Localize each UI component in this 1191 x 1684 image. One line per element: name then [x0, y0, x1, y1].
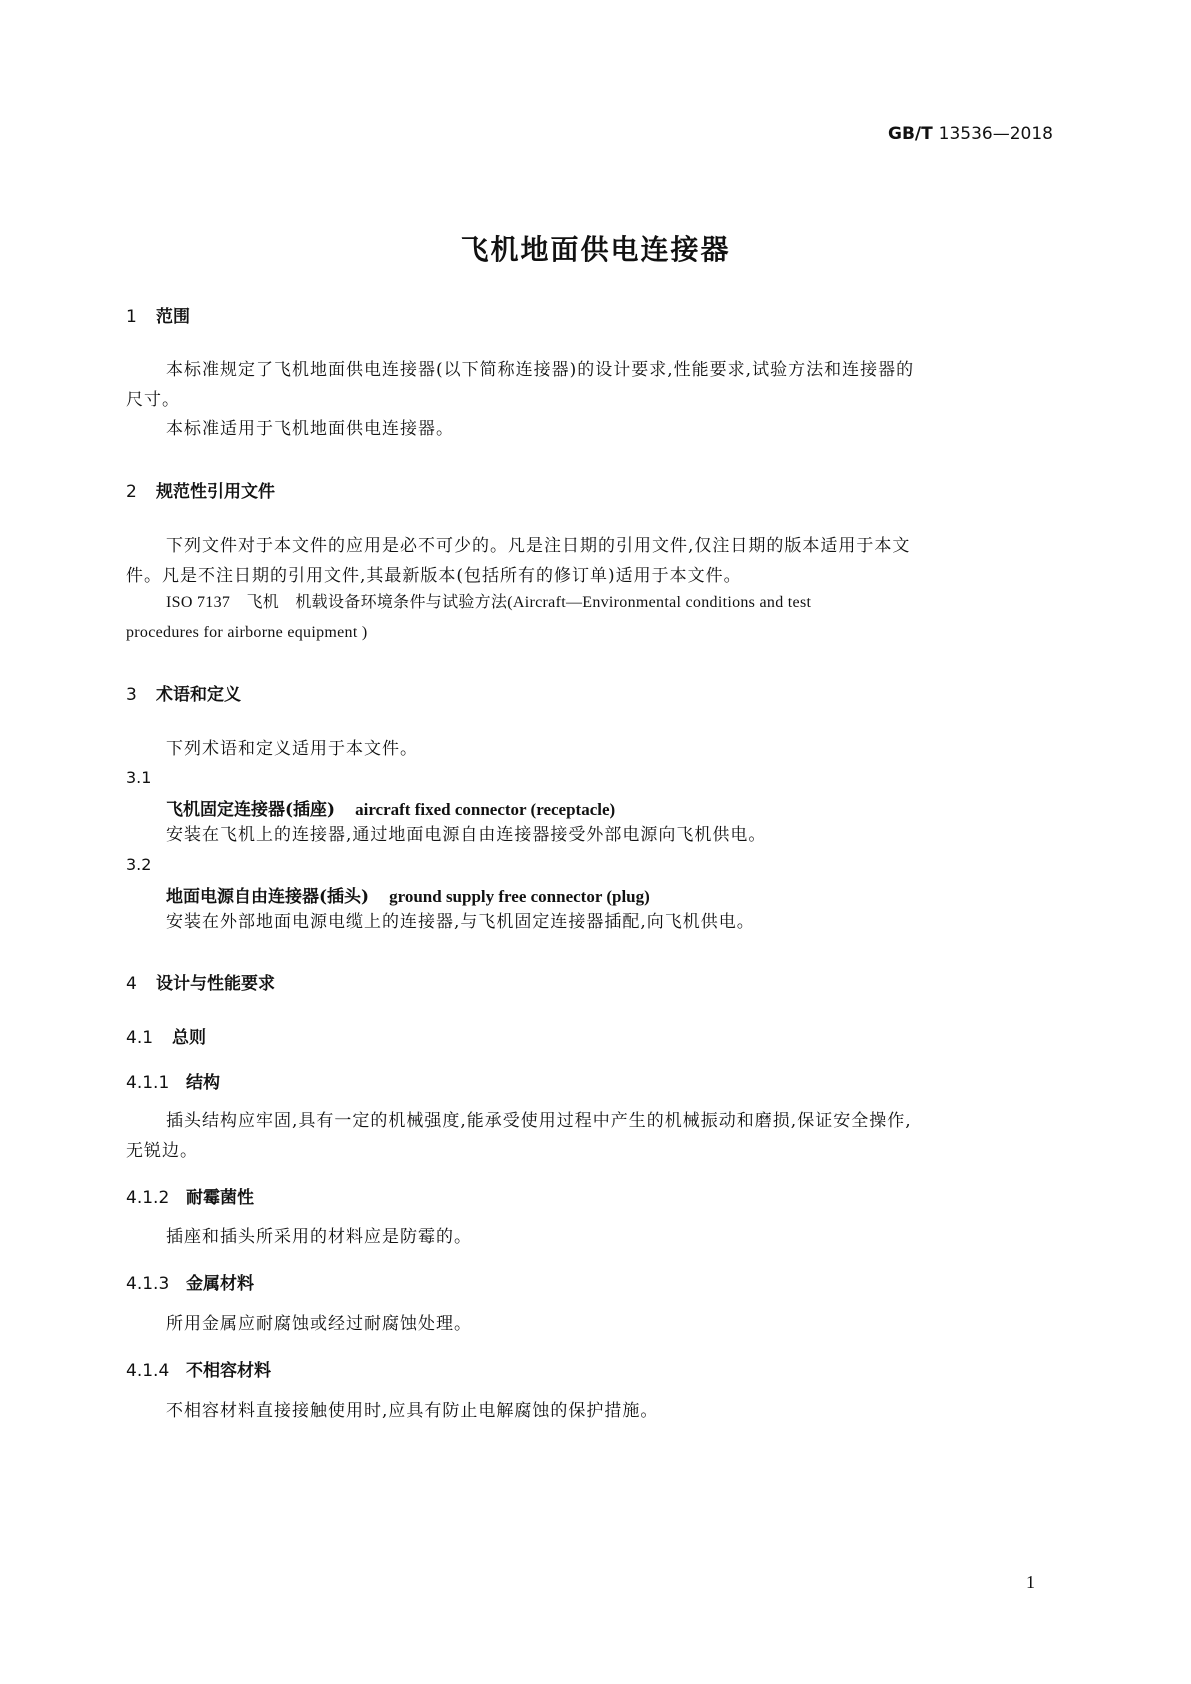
document-title: 飞机地面供电连接器	[460, 233, 731, 266]
section-title: 范围	[156, 307, 190, 327]
paragraph-continuation: 尺寸。	[126, 390, 180, 410]
term-number: 3.1	[126, 768, 152, 787]
subsection-title: 耐霉菌性	[186, 1188, 254, 1208]
subsection-title: 总则	[172, 1028, 206, 1048]
subsection-4-1-1-heading	[126, 1068, 220, 1093]
paragraph-continuation: 件。凡是不注日期的引用文件,其最新版本(包括所有的修订单)适用于本文件。	[126, 566, 742, 586]
subsection-4-1-heading	[126, 1023, 206, 1048]
paragraph: 插头结构应牢固,具有一定的机械强度,能承受使用过程中产生的机械振动和磨损,保证安全操作,	[166, 1111, 912, 1131]
paragraph: 本标准适用于飞机地面供电连接器。	[166, 419, 454, 439]
normative-reference: ISO 7137 飞机 机载设备环境条件与试验方法(Aircraft—Environmental conditions and test	[166, 594, 812, 611]
paragraph: 下列文件对于本文件的应用是必不可少的。凡是注日期的引用文件,仅注日期的版本适用于本文	[166, 536, 911, 556]
term-chinese: 地面电源自由连接器(插头)	[166, 887, 370, 907]
paragraph: 所用金属应耐腐蚀或经过耐腐蚀处理。	[166, 1314, 472, 1334]
section-number: 1	[126, 307, 137, 327]
term-chinese: 飞机固定连接器(插座)	[166, 800, 336, 820]
subsection-4-1-4-heading	[126, 1356, 271, 1381]
subsection-number: 4.1	[126, 1028, 154, 1048]
subsection-number: 4.1.4	[126, 1361, 170, 1381]
standard-prefix: GB/T	[888, 124, 933, 144]
subsection-4-1-3-heading	[126, 1269, 254, 1294]
page-number: 1	[1026, 1572, 1035, 1592]
subsection-number: 4.1.3	[126, 1274, 170, 1294]
paragraph: 不相容材料直接接触使用时,应具有防止电解腐蚀的保护措施。	[166, 1401, 659, 1421]
subsection-title: 金属材料	[186, 1274, 254, 1294]
subsection-number: 4.1.2	[126, 1188, 170, 1208]
section-title: 设计与性能要求	[156, 974, 275, 994]
paragraph-continuation: 无锐边。	[126, 1141, 198, 1161]
section-number: 3	[126, 685, 137, 705]
term-english: aircraft fixed connector (receptacle)	[355, 800, 616, 819]
term-entry	[166, 882, 650, 907]
section-4-heading	[126, 969, 275, 994]
paragraph: 本标准规定了飞机地面供电连接器(以下简称连接器)的设计要求,性能要求,试验方法和连接器的	[166, 360, 915, 380]
section-1-heading	[126, 302, 190, 327]
subsection-title: 不相容材料	[186, 1361, 271, 1381]
section-number: 2	[126, 482, 137, 502]
term-english: ground supply free connector (plug)	[389, 887, 650, 906]
paragraph: 下列术语和定义适用于本文件。	[166, 739, 418, 759]
section-title: 规范性引用文件	[156, 482, 275, 502]
paragraph: 插座和插头所采用的材料应是防霉的。	[166, 1227, 472, 1247]
section-title: 术语和定义	[156, 685, 241, 705]
subsection-number: 4.1.1	[126, 1073, 170, 1093]
term-definition: 安装在外部地面电源电缆上的连接器,与飞机固定连接器插配,向飞机供电。	[166, 912, 755, 932]
term-number: 3.2	[126, 855, 152, 874]
term-entry	[166, 795, 615, 820]
term-definition: 安装在飞机上的连接器,通过地面电源自由连接器接受外部电源向飞机供电。	[166, 825, 767, 845]
section-2-heading	[126, 477, 275, 502]
standard-number	[888, 124, 1053, 144]
normative-reference-continuation: procedures for airborne equipment )	[126, 624, 368, 641]
section-number: 4	[126, 974, 137, 994]
subsection-title: 结构	[186, 1073, 220, 1093]
section-3-heading	[126, 680, 241, 705]
subsection-4-1-2-heading	[126, 1183, 254, 1208]
standard-code: 13536—2018	[938, 124, 1053, 144]
